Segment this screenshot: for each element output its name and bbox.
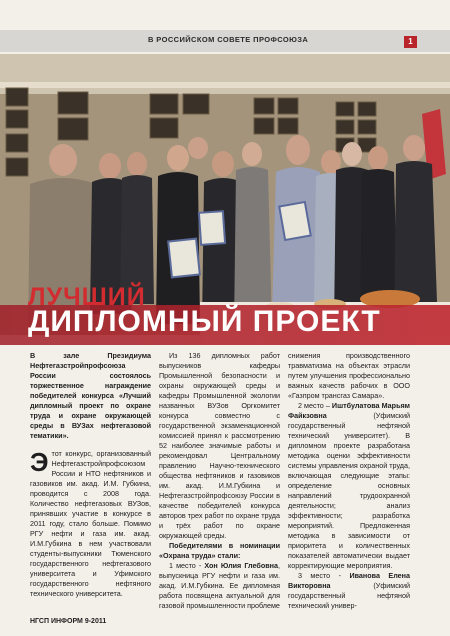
continuation-paragraph: снижения производственного травматизма на объектах этрасли путем улучшения профессионально важных качеств рабочих в ООО «Газпром трансгаз Самара». (288, 351, 410, 400)
second-place-label: 2 место – (298, 401, 332, 410)
second-place-text: (Уфимский государственный нефтяной технический университет). В дипломном проекте разработана методика оценки эффективности системы управления охраной труда, включающая следующие этапы: определение основных направлений трудоохранной деятельности; анализ эффективности; разработка мероприятий. Предложенная методика в зависимости от приоритета и количественных показателей автоматически выдает корректирующие мероприятия. (288, 411, 410, 570)
intro-paragraph (30, 449, 151, 599)
article-column-1 (30, 351, 151, 599)
second-place-paragraph (288, 401, 410, 571)
first-place-text: , выпускница РГУ нефти и газа им. акад. И.М.Губкина. Ее дипломная работа посвящена актуальной для газовой промышленности проблеме (159, 561, 280, 610)
article-column-2 (159, 351, 280, 611)
third-place-paragraph (288, 571, 410, 611)
first-place-paragraph (159, 561, 280, 611)
nomination-heading: Победителями в номинации «Охрана труда» стали: (159, 541, 280, 560)
lead-paragraph: В зале Президиума Нефтегазстройпрофсоюза России состоялось торжественное награждение победителей конкурса «Лучший дипломный проект по охране труда и охране окружающей среды в ВУЗах нефтегазовой тематики». (30, 351, 151, 440)
headline-line-2: ДИПЛОМНЫЙ ПРОЕКТ (28, 305, 381, 338)
footer-issue: НГСП ИНФОРМ 9-2011 (30, 618, 107, 625)
third-place-label: 3 место - (298, 571, 350, 580)
section-title: В РОССИЙСКОМ СОВЕТЕ ПРОФСОЮЗА (148, 35, 309, 44)
selection-paragraph: Из 136 дипломных работ выпускников кафедры Промышленной безопасности и охраны окружающей среды и кафедры Промышленной экологии названных ВУЗов Оргкомитет конкурса совместно с государственной экзаменационной комиссией принял к рассмотрению 52 наиболее значимые работы и рекомендовал Центральному правлению Научно-технического общества нефтяников и газовиков им. акад. И.М.Губкина и Нефтегазстройпрофсоюзу России в качестве победителей конкурса авторов трех работ по охране труда и трёх работ по охране окружающей среды. (159, 351, 280, 540)
article-column-3 (288, 351, 410, 611)
page-number: 1 (404, 36, 417, 48)
headline-line-1: ЛУЧШИЙ (28, 283, 146, 311)
third-place-text: (Уфимский государственный нефтяной технический универ- (288, 581, 410, 610)
drop-cap: Э (30, 447, 49, 477)
intro-text: тот конкурс, организованный Нефтегазстройпрофсоюзом России и НТО нефтяников и газовиков им. акад. И.М. Губкина, проводится с 2008 года. Количество нефтегазовых ВУЗов, принявших участие в конкурсе в 2011 году, стало больше. Помимо РГУ нефти и газа им. акад. И.М.Губкина в нем участвовали студенты-выпускники Тюменского государственного нефтегазового университета и Уфимского государственного нефтяного технического университета. (30, 449, 151, 598)
first-place-label: 1 место - (169, 561, 205, 570)
first-place-name: Хон Юлия Глебовна (204, 561, 278, 570)
third-place-name: Иванова Елена Викторовна (288, 571, 411, 590)
second-place-name: Иштбулатова Марьям Файкзовна (288, 401, 410, 420)
